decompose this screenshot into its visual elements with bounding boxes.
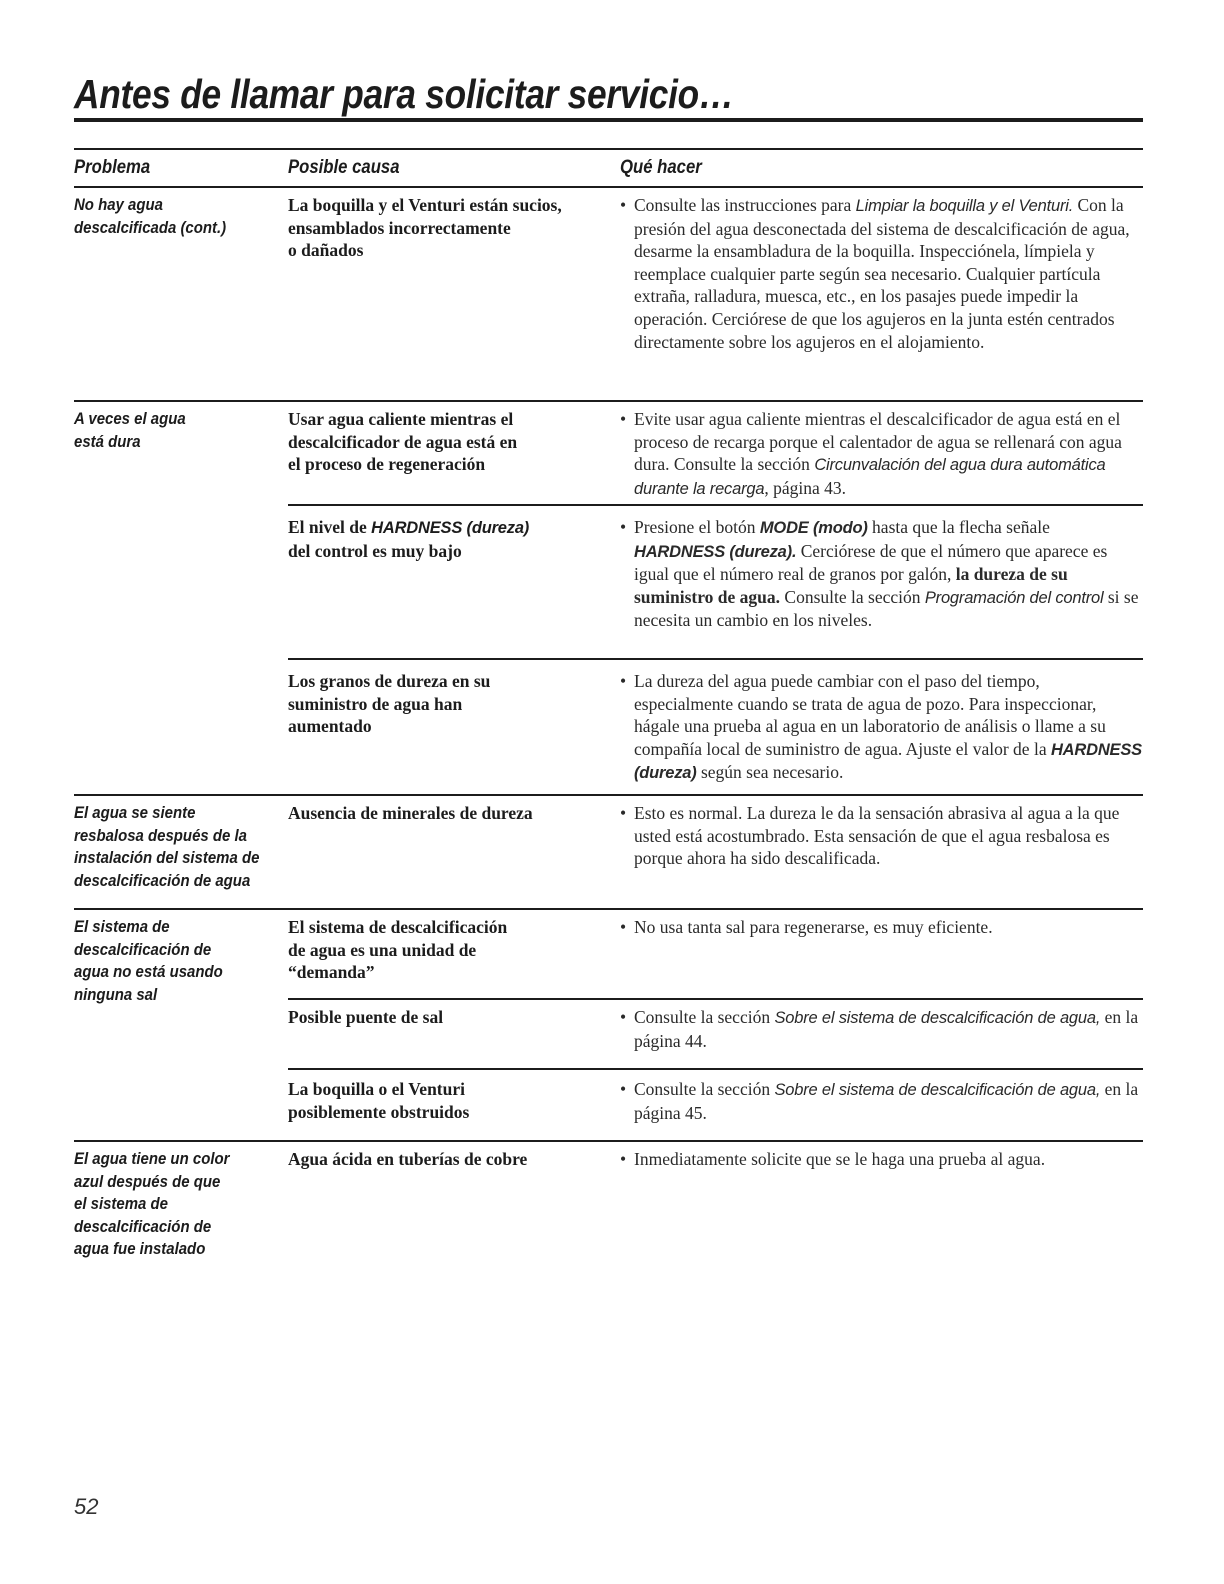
header-action: Qué hacer: [620, 157, 702, 178]
cause-entry: [288, 194, 1143, 353]
cause-entry: [288, 1000, 1143, 1068]
action-text: • La dureza del agua puede cambiar con el paso del tiempo, especialmente cuando se trata de agua de pozo. Para inspeccionar, hágale una prueba al agua en un laboratorio de análisis o llame a su compañía local de suministro de agua. Ajuste el valor de la HARDNESS (dureza) según sea necesario.: [620, 671, 1142, 783]
title-rule: [74, 118, 1143, 122]
cause-text: Los granos de dureza en su suministro de agua han aumentado: [288, 671, 491, 737]
cause-entry: [288, 408, 1143, 504]
page-number: 52: [74, 1494, 99, 1519]
cause-text: Posible puente de sal: [288, 1007, 444, 1027]
cause-entry: [288, 1148, 1143, 1171]
bullet-icon: •: [620, 1007, 627, 1027]
action-text: • Esto es normal. La dureza le da la sensación abrasiva al agua a la que usted está acostumbrado. Esta sensación de que el agua resbalosa es porque ahora ha sido descalificada.: [620, 803, 1120, 869]
bullet-icon: •: [620, 917, 627, 937]
bullet-icon: •: [620, 195, 627, 215]
bullet-icon: •: [620, 671, 627, 691]
cause-entry: [288, 802, 1143, 870]
table-row: [74, 188, 1143, 400]
bullet-icon: •: [620, 1149, 627, 1169]
cause-text: Ausencia de minerales de dureza: [288, 803, 533, 823]
table-row: [74, 1142, 1143, 1261]
action-text: • Consulte las instrucciones para Limpiar la boquilla y el Venturi. Con la presión del agua desconectada del sistema de descalcificación de agua, desarme la ensambladura de la boquilla. Inspecciónela, límpiela y reemplace cualquier parte según sea necesario. Cualquier partícula extraña, ralladura, muesca, etc., en los pasajes puede impedir la operación. Cerciórese de que los agujeros en la junta estén centrados directamente sobre los agujeros en el alojamiento.: [620, 195, 1130, 352]
action-text: • Consulte la sección Sobre el sistema de descalcificación de agua, en la página 44.: [620, 1007, 1139, 1051]
problem-label: El sistema de descalcificación de agua no está usando ninguna sal: [74, 917, 223, 1004]
header-problem: Problema: [74, 157, 151, 178]
header-cause: Posible causa: [288, 157, 400, 178]
table-row: [74, 796, 1143, 908]
problem-label: A veces el agua está dura: [74, 409, 186, 451]
problem-label: El agua se siente resbalosa después de la instalación del sistema de descalcificación de agua: [74, 803, 260, 890]
cause-entry: [288, 660, 1143, 794]
cause-text: El nivel de HARDNESS (dureza) del control es muy bajo: [288, 517, 530, 561]
bullet-icon: •: [620, 803, 627, 823]
bullet-icon: •: [620, 409, 627, 429]
table-row: [74, 910, 1143, 1140]
page-title: Antes de llamar para solicitar servicio…: [74, 71, 734, 117]
action-text: • Evite usar agua caliente mientras el descalcificador de agua está en el proceso de recarga porque el calentador de agua se rellenará con agua dura. Consulte la sección Circunvalación del agua dura automática durante la recarga, página 43.: [620, 409, 1122, 498]
cause-text: La boquilla o el Venturi posiblemente obstruidos: [288, 1079, 470, 1122]
table-header: [74, 150, 1143, 186]
cause-text: Agua ácida en tuberías de cobre: [288, 1149, 528, 1169]
table-row: [74, 402, 1143, 794]
cause-text: El sistema de descalcificación de agua es una unidad de “demanda”: [288, 917, 508, 983]
bullet-icon: •: [620, 1079, 627, 1099]
cause-text: Usar agua caliente mientras el descalcificador de agua está en el proceso de regeneración: [288, 409, 518, 475]
action-text: • No usa tanta sal para regenerarse, es muy eficiente.: [620, 917, 993, 937]
troubleshooting-table: [74, 148, 1143, 1261]
problem-label: No hay agua descalcificada (cont.): [74, 195, 227, 237]
action-text: • Inmediatamente solicite que se le haga una prueba al agua.: [620, 1149, 1046, 1169]
action-text: • Presione el botón MODE (modo) hasta que la flecha señale HARDNESS (dureza). Cerciórese de que el número que aparece es igual que el número real de granos por galón, la dureza de su suministro de agua. Consulte la sección Programación del control si se necesita un cambio en los niveles.: [620, 517, 1139, 631]
bullet-icon: •: [620, 517, 627, 537]
problem-label: El agua tiene un color azul después de que el sistema de descalcificación de agua fue instalado: [74, 1149, 230, 1259]
cause-text: La boquilla y el Venturi están sucios, ensamblados incorrectamente o dañados: [288, 195, 562, 261]
cause-entry: [288, 506, 1143, 658]
cause-entry: [288, 1070, 1143, 1140]
cause-entry: [288, 916, 1143, 998]
action-text: • Consulte la sección Sobre el sistema de descalcificación de agua, en la página 45.: [620, 1079, 1139, 1123]
